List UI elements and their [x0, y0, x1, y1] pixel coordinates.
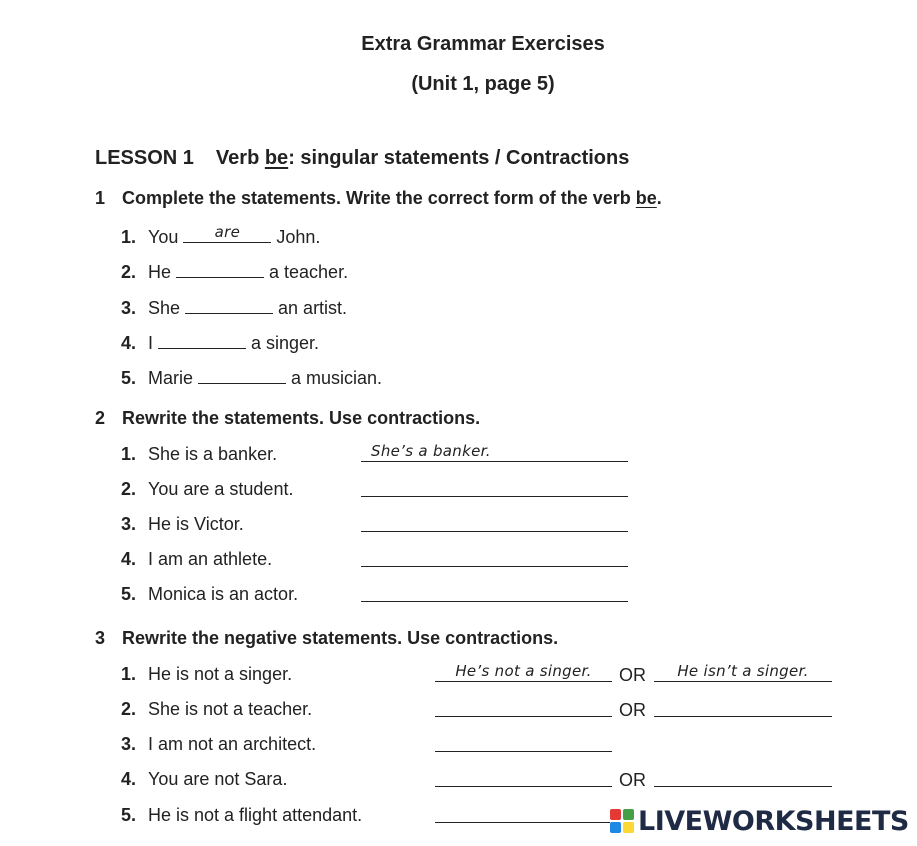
- item-text: She is not a teacher.: [148, 699, 313, 719]
- item-after: a teacher.: [269, 262, 349, 282]
- lesson-label: LESSON 1: [95, 147, 194, 169]
- item-number: 3.: [121, 298, 137, 318]
- exercise-2-item: [121, 444, 277, 465]
- exercise-2-item: [121, 549, 272, 570]
- or-label: OR: [619, 700, 646, 720]
- answer-line-b[interactable]: [654, 762, 832, 787]
- answer-line-a[interactable]: [435, 692, 612, 717]
- item-number: 4.: [121, 333, 137, 353]
- exercise-3-item: [121, 769, 287, 790]
- or-label: OR: [619, 770, 646, 790]
- item-number: 2.: [121, 479, 137, 499]
- item-text: You are a student.: [148, 479, 294, 499]
- exercise-3-item: [121, 699, 312, 720]
- item-number: 2.: [121, 262, 137, 282]
- answer-line-a[interactable]: [435, 657, 612, 682]
- exercise-1-item: [121, 365, 382, 389]
- exercise-3-item: [121, 805, 362, 826]
- answer-line[interactable]: [361, 472, 628, 497]
- exercise-1-instruction-underlined: be: [635, 188, 657, 208]
- item-number: 5.: [121, 584, 137, 604]
- answer-line[interactable]: [361, 507, 628, 532]
- item-text: Monica is an actor.: [148, 584, 299, 604]
- handwritten-answer: She’s a banker.: [371, 442, 491, 460]
- worksheet-subtitle: (Unit 1, page 5): [411, 73, 555, 95]
- answer-blank[interactable]: [198, 365, 286, 384]
- lesson-title-pre: Verb: [215, 147, 265, 169]
- lesson-title-underlined: be: [264, 147, 289, 169]
- logo-square-blue: [610, 822, 621, 833]
- logo-square-red: [610, 809, 621, 820]
- or-label: OR: [619, 665, 646, 685]
- answer-blank[interactable]: [158, 330, 246, 349]
- item-number: 5.: [121, 805, 137, 825]
- item-before: You: [148, 227, 179, 247]
- exercise-1-number: 1: [95, 188, 106, 208]
- exercise-1-item: [121, 330, 319, 354]
- exercise-1-item: [121, 295, 347, 319]
- item-text: You are not Sara.: [148, 769, 288, 789]
- exercise-1-item: [121, 259, 348, 283]
- answer-line-b[interactable]: [654, 657, 832, 682]
- worksheet-title: Extra Grammar Exercises: [361, 33, 605, 55]
- item-after: a singer.: [251, 333, 320, 353]
- handwritten-answer: He isn’t a singer.: [677, 662, 809, 680]
- handwritten-answer: are: [214, 223, 241, 241]
- item-before: Marie: [148, 368, 194, 388]
- exercise-1-instruction-pre: Complete the statements. Write the correct form of the verb: [122, 188, 636, 208]
- exercise-3-instruction: [95, 628, 558, 649]
- item-before: He: [148, 262, 172, 282]
- answer-line-b[interactable]: [654, 692, 832, 717]
- exercise-2-item: [121, 584, 298, 605]
- answer-line[interactable]: [361, 437, 628, 462]
- lesson-title-post: : singular statements / Contractions: [288, 147, 630, 169]
- item-text: I am not an architect.: [148, 734, 317, 754]
- item-number: 3.: [121, 734, 137, 754]
- item-text: He is not a singer.: [148, 664, 293, 684]
- exercise-1-item: [121, 224, 320, 248]
- exercise-3-number: 3: [95, 628, 106, 648]
- item-number: 1.: [121, 227, 137, 247]
- item-number: 4.: [121, 769, 137, 789]
- item-number: 1.: [121, 444, 137, 464]
- exercise-1-instruction-post: .: [656, 188, 662, 208]
- exercise-2-item: [121, 514, 244, 535]
- exercise-2-number: 2: [95, 408, 106, 428]
- answer-line-a[interactable]: [435, 727, 612, 752]
- item-text: She is a banker.: [148, 444, 278, 464]
- liveworksheets-logo-text: LIVEWORKSHEETS: [638, 805, 909, 837]
- answer-blank[interactable]: [176, 259, 264, 278]
- item-number: 1.: [121, 664, 137, 684]
- answer-line-a[interactable]: [435, 762, 612, 787]
- exercise-3-instruction-text: Rewrite the negative statements. Use contractions.: [122, 628, 559, 648]
- item-number: 3.: [121, 514, 137, 534]
- exercise-2-instruction-text: Rewrite the statements. Use contractions.: [122, 408, 481, 428]
- item-after: an artist.: [278, 298, 348, 318]
- answer-line-a[interactable]: [435, 798, 612, 823]
- logo-square-green: [623, 809, 634, 820]
- item-after: a musician.: [291, 368, 383, 388]
- item-text: I am an athlete.: [148, 549, 273, 569]
- exercise-3-item: [121, 664, 292, 685]
- answer-blank[interactable]: [183, 224, 271, 243]
- item-before: I: [148, 333, 154, 353]
- lesson-heading: [95, 147, 629, 170]
- exercise-1-instruction: [95, 188, 662, 209]
- handwritten-answer: He’s not a singer.: [455, 662, 592, 680]
- exercise-3-item: [121, 734, 316, 755]
- item-after: John.: [276, 227, 321, 247]
- answer-blank[interactable]: [185, 295, 273, 314]
- item-before: She: [148, 298, 181, 318]
- answer-line[interactable]: [361, 577, 628, 602]
- item-number: 2.: [121, 699, 137, 719]
- item-number: 5.: [121, 368, 137, 388]
- exercise-2-instruction: [95, 408, 480, 429]
- exercise-2-item: [121, 479, 293, 500]
- logo-square-yellow: [623, 822, 634, 833]
- liveworksheets-logo-icon: [610, 809, 634, 833]
- liveworksheets-logo: [610, 803, 910, 839]
- item-text: He is Victor.: [148, 514, 244, 534]
- item-number: 4.: [121, 549, 137, 569]
- item-text: He is not a flight attendant.: [148, 805, 363, 825]
- answer-line[interactable]: [361, 542, 628, 567]
